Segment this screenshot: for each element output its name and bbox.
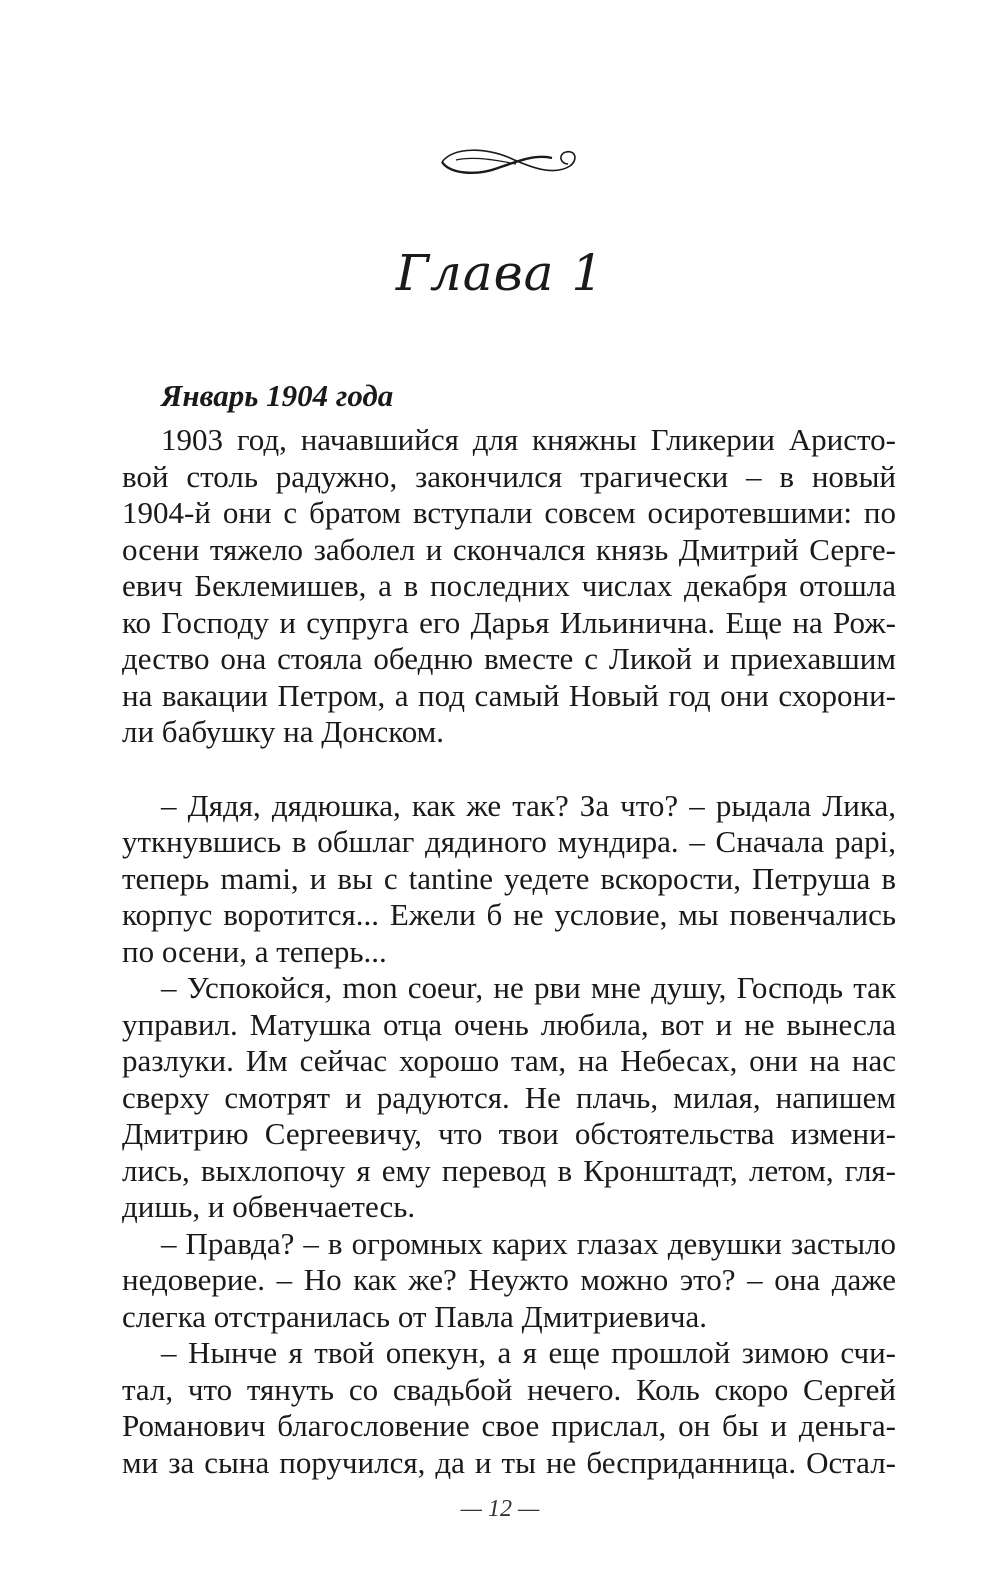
text-line: – Успокойся, mon coeur, не рви мне душу, Господь так <box>161 970 896 1005</box>
text-line: управил. Матушка отца очень любила, вот и не вынесла <box>122 1006 896 1042</box>
paragraph <box>122 422 896 751</box>
date-heading: Январь 1904 года <box>161 378 394 413</box>
page-number: — 12 — <box>460 1496 540 1522</box>
text-line: Дмитрию Сергеевичу, что твои обстоятельства измени- <box>122 1116 896 1151</box>
text-line: 1904-й они с братом вступали совсем осиротевшими: по <box>122 495 896 530</box>
text-line: корпус воротится... Ежели б не условие, мы повенчались <box>122 897 896 932</box>
text-line: ко Господу и супруга его Дарья Ильинична. Еще на Рож- <box>122 604 896 640</box>
text-line: дишь, и обвенчаетесь. <box>122 1189 416 1224</box>
text-line: – Нынче я твой опекун, а я еще прошлой зимою счи- <box>161 1335 896 1370</box>
text-line: теперь mami, и вы с tantine уедете вскорости, Петруша в <box>122 860 896 896</box>
text-line: Романович благословение свое прислал, он бы и деньга- <box>122 1408 896 1443</box>
chapter-title: Глава 1 <box>395 244 605 302</box>
paragraph <box>122 970 896 1226</box>
text-line: 1903 год, начавшийся для княжны Гликерии Аристо- <box>161 422 896 457</box>
paragraph-gap <box>122 751 896 788</box>
text-line: по осени, а теперь... <box>122 933 387 969</box>
text-line: разлуки. Им сейчас хорошо там, на Небесах, они на нас <box>122 1043 896 1078</box>
text-line: уткнувшись в обшлаг дядиного мундира. – Сначала papi, <box>122 824 896 859</box>
text-line: осени тяжело заболел и скончался князь Дмитрий Серге- <box>122 531 896 567</box>
text-line: – Дядя, дядюшка, как же так? За что? – рыдала Лика, <box>161 787 896 823</box>
text-line: евич Беклемишев, а в последних числах декабря отошла <box>122 568 896 603</box>
text-line: вой столь радужно, закончился трагически – в новый <box>122 458 896 494</box>
paragraph <box>122 1226 896 1336</box>
text-line: дество она стояла обедню вместе с Ликой и приехавшим <box>122 641 896 676</box>
text-line: ли бабушку на Донском. <box>122 714 445 749</box>
text-line: ми за сына поручился, да и ты не бесприданница. Остал- <box>122 1444 896 1480</box>
flourish-ornament-icon <box>436 140 584 182</box>
text-line: на вакации Петром, а под самый Новый год они схорони- <box>122 677 896 713</box>
text-line: тал, что тянуть со свадьбой нечего. Коль скоро Сергей <box>122 1371 896 1407</box>
paragraph <box>122 788 896 971</box>
chapter-text <box>122 370 896 1481</box>
text-line: – Правда? – в огромных карих глазах девушки застыло <box>161 1225 896 1261</box>
text-line: слегка отстранилась от Павла Дмитриевича. <box>122 1298 708 1334</box>
text-line: лись, выхлопочу я ему перевод в Кронштадт, летом, гля- <box>122 1152 896 1188</box>
paragraph <box>122 1335 896 1481</box>
text-line: недоверие. – Но как же? Неужто можно это? – она даже <box>122 1262 896 1297</box>
text-line: сверху смотрят и радуются. Не плачь, милая, напишем <box>122 1079 896 1115</box>
